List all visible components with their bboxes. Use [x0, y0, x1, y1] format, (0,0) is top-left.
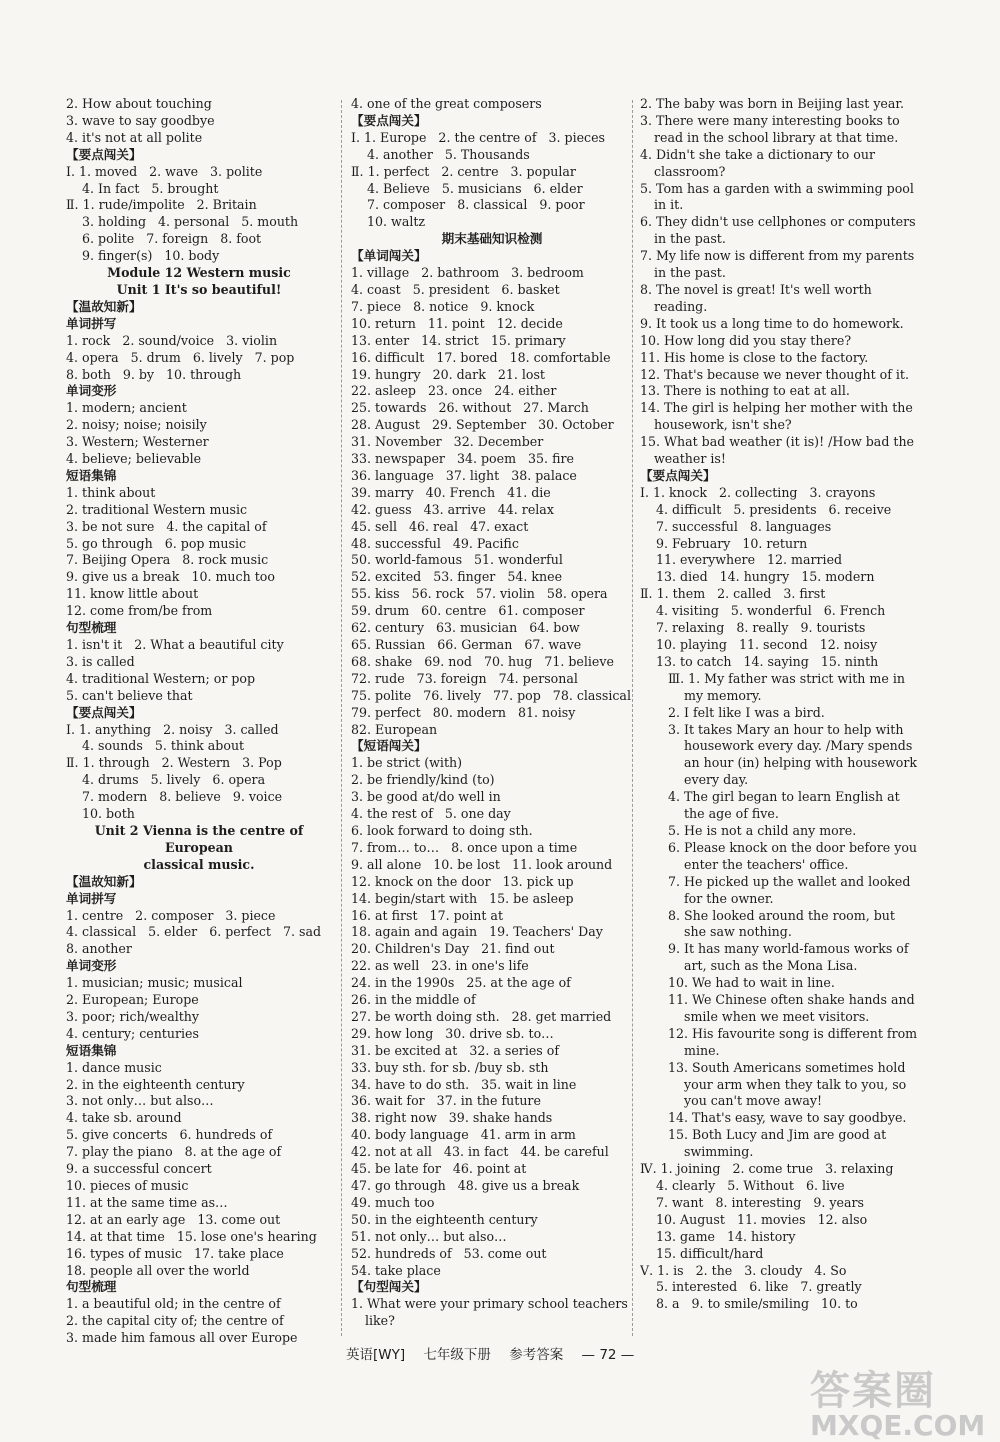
answer-line: 4. it's not at all polite [66, 129, 203, 145]
answer-line: 45. be late for 46. point at [351, 1161, 527, 1177]
answer-line: 55. kiss 56. rock 57. violin 58. opera [351, 586, 608, 602]
unit-title: Unit 2 Vienna is the centre of European [94, 822, 304, 855]
answer-line: 7. from… to… 8. once upon a time [351, 839, 578, 855]
answer-line: 1. village 2. bathroom 3. bedroom [351, 265, 584, 281]
answer-line: 3. be good at/do well in [351, 789, 501, 805]
answer-line: 7. composer 8. classical 9. poor [351, 197, 585, 213]
answer-line: 7. Beijing Opera 8. rock music [66, 552, 269, 568]
answer-line: 13. game 14. history [640, 1228, 796, 1244]
unit-title: Unit 1 It's so beautiful! [116, 281, 282, 297]
answer-line: 9. It has many world-famous works of art, such as the Mona Lisa. [668, 941, 909, 974]
answer-line: 7. successful 8. languages [640, 518, 832, 534]
answer-column-left [66, 96, 332, 1347]
section-heading: 单词变形 [66, 958, 117, 974]
answer-line: 9. all alone 10. be lost 11. look around [351, 856, 613, 872]
page-number: — 72 — [581, 1347, 635, 1363]
footer-subject: 英语[WY] [346, 1347, 406, 1363]
section-heading: 【温故知新】 [66, 298, 142, 314]
answer-line: 52. excited 53. finger 54. knee [351, 569, 563, 585]
section-heading: 【要点闯关】 [66, 146, 142, 162]
answer-line: 12. come from/be from [66, 603, 213, 619]
answer-line: 18. again and again 19. Teachers' Day [351, 924, 603, 940]
answer-line: 3. is called [66, 653, 135, 669]
answer-line: 2. How about touching [66, 96, 212, 111]
answer-line: 40. body language 41. arm in arm [351, 1127, 576, 1143]
answer-line: 79. perfect 80. modern 81. noisy [351, 704, 576, 720]
answer-line: 47. go through 48. give us a break [351, 1178, 580, 1193]
answer-line: 51. not only… but also… [351, 1228, 507, 1244]
answer-line: 3. be not sure 4. the capital of [66, 518, 267, 534]
answer-line: 6. Please knock on the door before you enter the teachers' office. [668, 839, 918, 872]
column-divider [341, 100, 342, 1336]
section-heading: 句型梳理 [66, 620, 117, 636]
answer-line: 42. not at all 43. in fact 44. be careful [351, 1144, 609, 1160]
answer-line: 1. a beautiful old; in the centre of [66, 1296, 281, 1312]
answer-line: 4. Didn't she take a dictionary to our classroom? [640, 146, 875, 179]
answer-line: 4. coast 5. president 6. basket [351, 281, 560, 297]
answer-line: 2. I felt like I was a bird. [668, 704, 825, 720]
section-heading: 句型梳理 [66, 1279, 117, 1295]
answer-line: 12. at an early age 13. come out [66, 1211, 281, 1227]
answer-line: 6. polite 7. foreign 8. foot [66, 231, 262, 247]
answer-line: 4. one of the great composers [351, 96, 542, 111]
answer-line: 33. buy sth. for sb. /buy sb. sth [351, 1059, 549, 1075]
answer-line: 4. The girl began to learn English at the age of five. [668, 789, 900, 822]
answer-line: 1. think about [66, 484, 156, 500]
answer-line: 14. That's easy, wave to say goodbye. [668, 1110, 907, 1126]
answer-line: 20. Children's Day 21. find out [351, 941, 555, 957]
answer-line: 13. died 14. hungry 15. modern [640, 569, 875, 585]
answer-line: 10. August 11. movies 12. also [640, 1211, 868, 1227]
answer-line: 2. The baby was born in Beijing last year. [640, 96, 905, 111]
answer-line: 12. That's because we never thought of it. [640, 366, 909, 382]
answer-line: 4. another 5. Thousands [351, 146, 530, 162]
answer-line: 4. clearly 5. Without 6. live [640, 1178, 845, 1193]
answer-line: 48. successful 49. Pacific [351, 535, 519, 551]
answer-line: 11. know little about [66, 586, 199, 602]
answer-line: 4. difficult 5. presidents 6. receive [640, 501, 892, 517]
answer-line: 1. dance music [66, 1059, 162, 1075]
answer-line: 38. right now 39. shake hands [351, 1110, 553, 1126]
footer-grade: 七年级下册 [423, 1347, 491, 1363]
answer-line: 7. He picked up the wallet and looked for the owner. [668, 873, 911, 906]
answer-line: 75. polite 76. lively 77. pop 78. classical [351, 687, 631, 703]
answer-line: 13. South Americans sometimes hold your arm when they talk to you, so you can't move away! [668, 1059, 907, 1109]
answer-line: 9. a successful concert [66, 1161, 212, 1177]
answer-line: 36. language 37. light 38. palace [351, 467, 577, 483]
answer-line: 12. knock on the door 13. pick up [351, 873, 574, 889]
answer-line: 36. wait for 37. in the future [351, 1093, 541, 1109]
footer-section: 参考答案 [509, 1347, 564, 1363]
answer-line: 10. return 11. point 12. decide [351, 315, 563, 331]
answer-line: 14. at that time 15. lose one's hearing [66, 1228, 317, 1244]
answer-line: 29. how long 30. drive sb. to… [351, 1025, 554, 1041]
answer-line: 3. holding 4. personal 5. mouth [66, 214, 299, 230]
column-divider [632, 100, 633, 1336]
answer-line: 2. European; Europe [66, 992, 199, 1008]
answer-line: 2. noisy; noise; noisily [66, 417, 207, 433]
answer-line: 16. at first 17. point at [351, 907, 504, 923]
answer-line: 9. It took us a long time to do homework. [640, 315, 904, 331]
answer-line: 31. November 32. December [351, 434, 544, 450]
answer-line: 65. Russian 66. German 67. wave [351, 637, 582, 652]
answer-line: 26. in the middle of [351, 992, 476, 1008]
answer-line: 14. The girl is helping her mother with the housework, isn't she? [640, 400, 913, 433]
answer-line: 10. pieces of music [66, 1178, 189, 1193]
answer-line: Ⅲ. 1. My father was strict with me in my memory. [668, 670, 905, 703]
answer-line: 5. can't believe that [66, 687, 193, 703]
answer-line: 8. The novel is great! It's well worth reading. [640, 281, 872, 314]
answer-line: 1. be strict (with) [351, 755, 463, 771]
answer-line: Ⅰ. 1. Europe 2. the centre of 3. pieces [351, 129, 606, 145]
answer-line: 1. centre 2. composer 3. piece [66, 907, 276, 923]
answer-line: 6. look forward to doing sth. [351, 822, 533, 838]
answer-line: 49. much too [351, 1194, 435, 1210]
answer-line: Ⅰ. 1. moved 2. wave 3. polite [66, 163, 263, 179]
answer-line: 45. sell 46. real 47. exact [351, 518, 529, 534]
answer-column-right [640, 96, 918, 1313]
answer-line: 62. century 63. musician 64. bow [351, 620, 580, 636]
answer-line: 72. rude 73. foreign 74. personal [351, 670, 578, 686]
answer-line: 4. classical 5. elder 6. perfect 7. sad [66, 924, 322, 940]
answer-line: 50. in the eighteenth century [351, 1211, 538, 1227]
answer-line: 1. rock 2. sound/voice 3. violin [66, 332, 278, 348]
answer-line: 68. shake 69. nod 70. hug 71. believe [351, 653, 614, 669]
answer-line: 15. What bad weather (it is)! /How bad the weather is! [640, 434, 915, 467]
section-heading: 【短语闯关】 [351, 738, 427, 754]
answer-line: 3. It takes Mary an hour to help with housework every day. /Mary spends an hour (in) helping with housework every day. [668, 721, 917, 788]
answer-line: 4. In fact 5. brought [66, 180, 219, 196]
answer-line: Ⅳ. 1. joining 2. come true 3. relaxing [640, 1161, 894, 1177]
answer-line: 7. play the piano 8. at the age of [66, 1144, 282, 1160]
answer-line: 13. to catch 14. saying 15. ninth [640, 653, 879, 669]
answer-line: Ⅰ. 1. knock 2. collecting 3. crayons [640, 484, 876, 500]
answer-line: 52. hundreds of 53. come out [351, 1245, 547, 1261]
answer-line: 8. both 9. by 10. through [66, 366, 242, 382]
answer-line: 11. at the same time as… [66, 1194, 228, 1210]
answer-line: 9. give us a break 10. much too [66, 569, 275, 585]
answer-line: 4. Believe 5. musicians 6. elder [351, 180, 583, 196]
answer-line: 4. century; centuries [66, 1025, 199, 1041]
answer-line: Ⅴ. 1. is 2. the 3. cloudy 4. So [640, 1262, 847, 1278]
unit-title: Module 12 Western music [107, 265, 291, 281]
section-heading: 【温故知新】 [66, 873, 142, 889]
answer-line: 28. August 29. September 30. October [351, 417, 614, 433]
section-heading: 短语集锦 [66, 467, 117, 483]
answer-line: 16. difficult 17. bored 18. comfortable [351, 349, 611, 365]
answer-line: 5. go through 6. pop music [66, 535, 247, 551]
answer-line: 2. the capital city of; the centre of [66, 1313, 284, 1329]
answer-line: 4. take sb. around [66, 1110, 182, 1126]
answer-line: 10. How long did you stay there? [640, 332, 852, 348]
answer-line: 5. Tom has a garden with a swimming pool in it. [640, 180, 914, 213]
answer-line: 4. drums 5. lively 6. opera [66, 772, 266, 788]
answer-line: 11. We Chinese often shake hands and smile when we meet visitors. [668, 992, 915, 1024]
answer-line: 15. difficult/hard [640, 1245, 764, 1261]
answer-line: 7. My life now is different from my parents in the past. [640, 248, 915, 281]
answer-line: 8. She looked around the room, but she saw nothing. [668, 907, 895, 940]
answer-line: Ⅱ. 1. through 2. Western 3. Pop [66, 755, 282, 771]
answer-line: 10. waltz [351, 214, 426, 230]
answer-line: 2. in the eighteenth century [66, 1076, 245, 1092]
answer-line: 10. We had to wait in line. [668, 975, 835, 991]
section-heading: 短语集锦 [66, 1042, 117, 1058]
answer-line: 3. Western; Westerner [66, 434, 209, 450]
answer-line: 7. relaxing 8. really 9. tourists [640, 620, 866, 636]
answer-line: 16. types of music 17. take place [66, 1245, 284, 1261]
answer-line: 5. interested 6. like 7. greatly [640, 1279, 862, 1295]
answer-line: 4. the rest of 5. one day [351, 806, 511, 822]
answer-line: 4. opera 5. drum 6. lively 7. pop [66, 349, 295, 365]
answer-line: 2. be friendly/kind (to) [351, 772, 495, 788]
answer-line: 14. begin/start with 15. be asleep [351, 890, 574, 906]
answer-line: 5. He is not a child any more. [668, 822, 857, 838]
answer-line: 4. traditional Western; or pop [66, 670, 256, 686]
section-heading: 【句型闯关】 [351, 1279, 427, 1295]
answer-line: 13. enter 14. strict 15. primary [351, 332, 566, 348]
answer-line: 34. have to do sth. 35. wait in line [351, 1076, 577, 1092]
answer-line: 22. as well 23. in one's life [351, 958, 529, 974]
answer-line: 1. musician; music; musical [66, 975, 243, 991]
answer-line: 59. drum 60. centre 61. composer [351, 603, 585, 619]
answer-line: 19. hungry 20. dark 21. lost [351, 366, 545, 382]
answer-line: 9. finger(s) 10. body [66, 248, 220, 264]
answer-line: 6. They didn't use cellphones or computers in the past. [640, 214, 916, 247]
answer-line: 39. marry 40. French 41. die [351, 484, 551, 500]
answer-line: 3. There were many interesting books to read in the school library at that time. [640, 112, 900, 145]
answer-line: Ⅱ. 1. rude/impolite 2. Britain [66, 197, 257, 213]
answer-line: 42. guess 43. arrive 44. relax [351, 501, 554, 517]
answer-line: 31. be excited at 32. a series of [351, 1042, 560, 1058]
answer-line: 50. world-famous 51. wonderful [351, 552, 563, 568]
answer-line: 3. made him famous all over Europe [66, 1330, 298, 1346]
section-heading: 单词变形 [66, 383, 117, 399]
answer-line: 1. modern; ancient [66, 400, 187, 416]
answer-line: 4. believe; believable [66, 451, 202, 467]
answer-line: 5. give concerts 6. hundreds of [66, 1127, 273, 1143]
section-heading: 【要点闯关】 [351, 112, 427, 128]
answer-line: 11. His home is close to the factory. [640, 349, 869, 365]
watermark-url: MXQE.COM [810, 1409, 986, 1442]
answer-column-middle [351, 96, 633, 1330]
answer-line: 10. both [66, 806, 135, 822]
answer-line: 27. be worth doing sth. 28. get married [351, 1008, 612, 1024]
section-heading: 单词拼写 [66, 315, 117, 331]
section-heading: 【要点闯关】 [640, 467, 716, 483]
unit-title: classical music. [143, 856, 255, 872]
answer-line: Ⅰ. 1. anything 2. noisy 3. called [66, 721, 279, 737]
section-heading: 【要点闯关】 [66, 704, 142, 720]
answer-line: 15. Both Lucy and Jim are good at swimming. [668, 1127, 887, 1160]
answer-line: 7. modern 8. believe 9. voice [66, 789, 283, 805]
answer-line: 25. towards 26. without 27. March [351, 400, 589, 416]
answer-line: 4. sounds 5. think about [66, 738, 245, 754]
answer-line: 2. traditional Western music [66, 501, 248, 517]
answer-line: 13. There is nothing to eat at all. [640, 383, 850, 399]
section-heading: 【单词闯关】 [351, 248, 427, 264]
answer-line: 82. European [351, 721, 438, 737]
answer-line: 1. What were your primary school teachers like? [351, 1296, 628, 1329]
answer-line: 9. February 10. return [640, 535, 808, 551]
answer-line: 4. visiting 5. wonderful 6. French [640, 603, 886, 619]
answer-line: Ⅱ. 1. perfect 2. centre 3. popular [351, 163, 576, 179]
answer-line: 7. want 8. interesting 9. years [640, 1194, 864, 1210]
unit-title: 期末基础知识检测 [441, 231, 543, 247]
page-footer [346, 1343, 648, 1363]
answer-line: 24. in the 1990s 25. at the age of [351, 975, 571, 991]
answer-line: 54. take place [351, 1262, 441, 1278]
answer-line: 1. isn't it 2. What a beautiful city [66, 637, 284, 652]
answer-line: 8. another [66, 941, 132, 957]
answer-line: Ⅱ. 1. them 2. called 3. first [640, 586, 826, 602]
answer-line: 3. not only… but also… [66, 1093, 214, 1109]
watermark-logo-text: 答案圈 [810, 1368, 936, 1414]
answer-line: 3. poor; rich/wealthy [66, 1008, 200, 1024]
answer-line: 12. His favourite song is different from mine. [668, 1025, 918, 1058]
answer-line: 7. piece 8. notice 9. knock [351, 298, 535, 314]
watermark [810, 1370, 985, 1440]
answer-line: 8. a 9. to smile/smiling 10. to [640, 1296, 858, 1312]
answer-line: 3. wave to say goodbye [66, 112, 215, 128]
answer-line: 22. asleep 23. once 24. either [351, 383, 557, 399]
answer-line: 11. everywhere 12. married [640, 552, 843, 568]
answer-line: 33. newspaper 34. poem 35. fire [351, 451, 574, 467]
answer-line: 18. people all over the world [66, 1262, 250, 1278]
section-heading: 单词拼写 [66, 890, 117, 906]
answer-line: 10. playing 11. second 12. noisy [640, 637, 878, 652]
